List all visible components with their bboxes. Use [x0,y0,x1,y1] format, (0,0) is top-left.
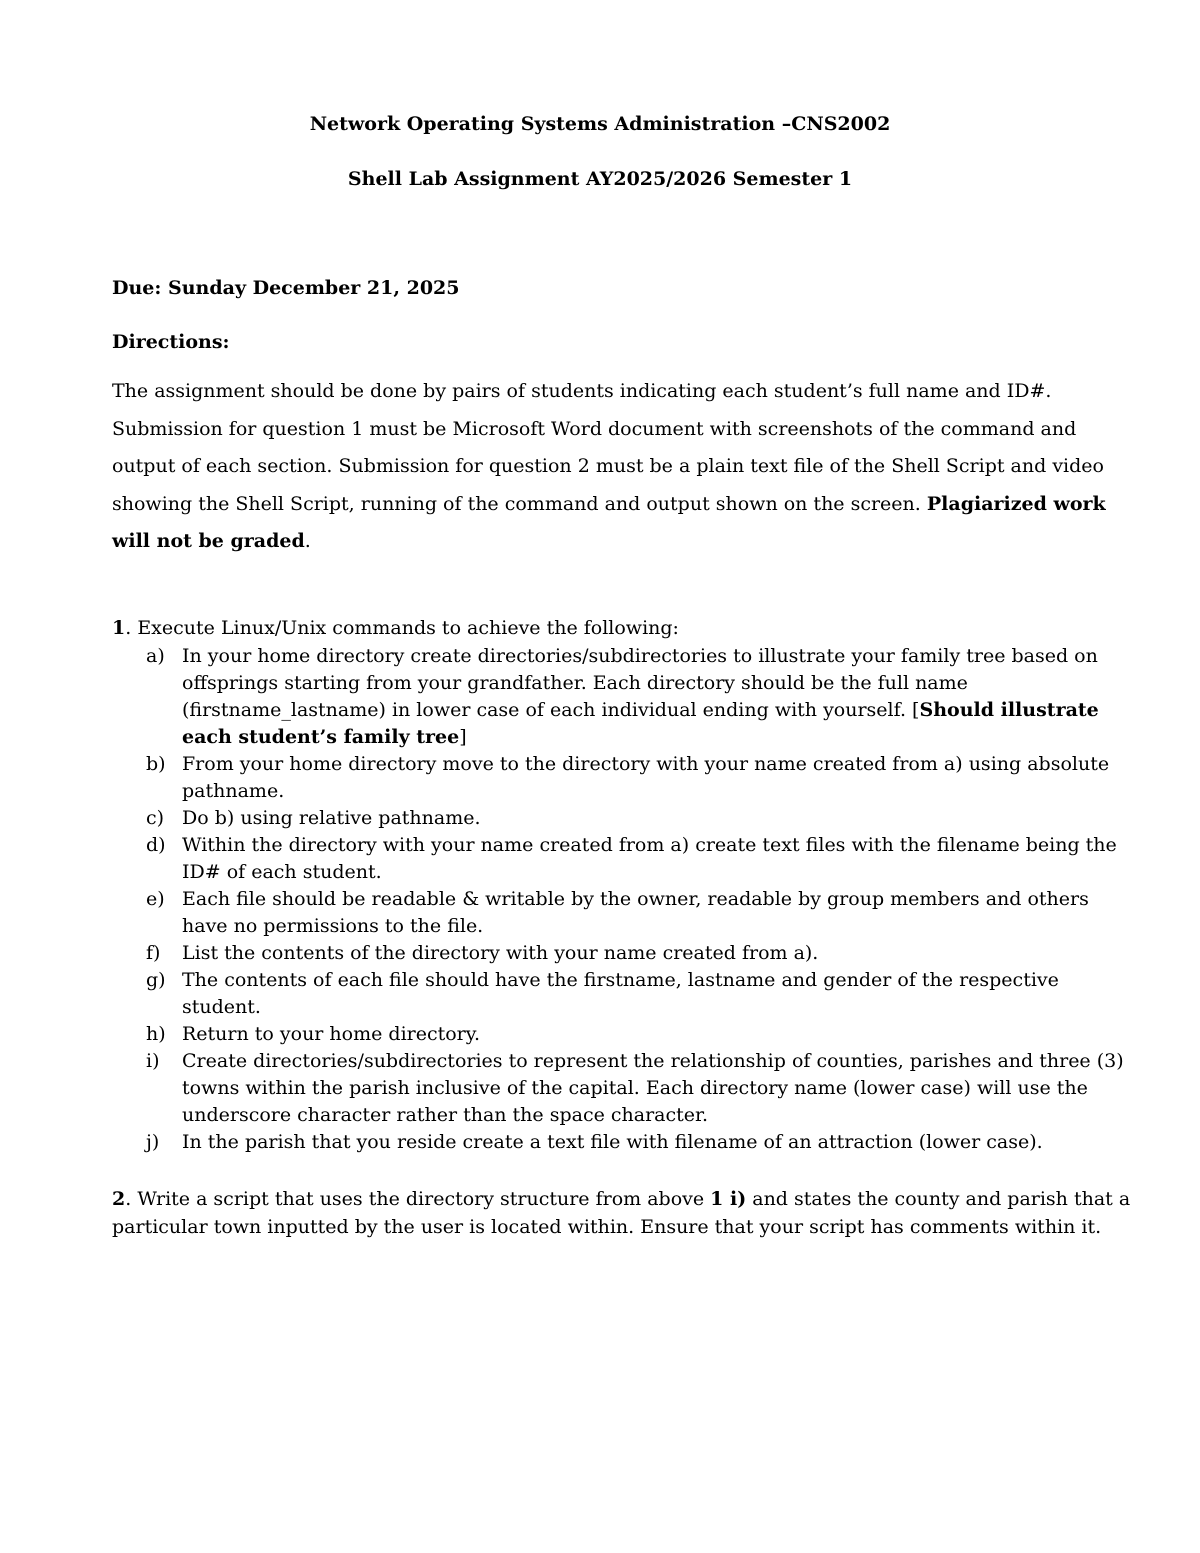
list-item [112,805,1097,832]
directions-paragraph [112,373,1106,561]
question-2-line [112,1185,1131,1213]
list-text [182,724,1097,751]
list-label: c) [146,807,165,829]
list-label: i) [146,1050,160,1072]
question-text: . Execute Linux/Unix commands to achieve the following: [125,617,679,639]
list-label: h) [146,1023,166,1045]
directions-line [112,486,1106,524]
list-text: ID# of each student. [182,861,382,883]
emphasis-text: each student’s family tree [182,726,460,748]
list-text: Within the directory with your name created from a) create text files with the filename being the [182,834,1117,856]
list-text: have no permissions to the file. [182,915,484,937]
question-1-list [112,643,1124,1156]
list-text: pathname. [182,780,285,802]
plagiarism-warning: Plagiarized work [926,492,1106,515]
assignment-title: Shell Lab Assignment AY2025/2026 Semester 1 [347,168,853,190]
directions-line: The assignment should be done by pairs of students indicating each student’s full name and ID#. [112,380,1052,402]
question-number: 2 [112,1188,126,1210]
list-item [112,940,1097,967]
list-item [112,832,1117,886]
list-text [182,697,1097,724]
list-label: e) [146,888,165,910]
question-2-line: particular town inputted by the user is located within. Ensure that your script has comments within it. [112,1216,1102,1238]
list-text: Do b) using relative pathname. [182,807,481,829]
question-text: and states the county and parish that a [746,1188,1131,1210]
list-label: a) [146,645,165,667]
list-text-part: (firstname_lastname) in lower case of each individual ending with yourself. [ [182,699,920,721]
question-number: 1 [112,617,126,639]
plagiarism-warning: will not be graded [112,530,305,552]
list-text: List the contents of the directory with your name created from a). [182,942,819,964]
emphasis-text: Should illustrate [919,699,1099,721]
directions-line: Submission for question 1 must be Microsoft Word document with screenshots of the command and [112,417,1077,440]
list-label: b) [146,753,166,775]
list-text: In your home directory create directories/subdirectories to illustrate your family tree based on [182,645,1098,667]
directions-line [112,523,1092,561]
list-text: In the parish that you reside create a text file with filename of an attraction (lower case). [182,1131,1043,1153]
question-2 [112,1185,1131,1241]
list-text: From your home directory move to the directory with your name created from a) using absolute [182,753,1110,775]
directions-text: . [304,530,311,552]
list-item [112,967,1097,1021]
list-item [112,886,1097,940]
question-1-intro [112,617,679,639]
list-label: j) [146,1131,160,1153]
list-item [112,1021,1097,1048]
course-title: Network Operating Systems Administration –CNS2002 [309,113,891,135]
list-text: The contents of each file should have the firstname, lastname and gender of the respective [182,969,1059,991]
list-item [112,751,1110,805]
list-label: d) [146,834,166,856]
list-text-part: ] [459,726,467,748]
question-reference: 1 i) [710,1188,747,1210]
directions-text: showing the Shell Script, running of the command and output shown on the screen. [112,492,927,515]
list-text: Each file should be readable & writable by the owner, readable by group members and others [182,888,1089,910]
question-text: . Write a script that uses the directory structure from above [125,1188,711,1210]
list-item [112,1129,1097,1156]
list-label: g) [146,969,166,991]
list-text: Return to your home directory. [182,1023,481,1045]
list-text: offsprings starting from your grandfather. Each directory should be the full name [182,672,968,694]
directions-heading: Directions: [112,331,230,353]
list-item [112,643,1097,751]
list-text: student. [182,996,261,1018]
list-item [112,1048,1124,1129]
directions-line: output of each section. Submission for question 2 must be a plain text file of the Shell Script and video [112,455,1104,477]
list-text: towns within the parish inclusive of the capital. Each directory name (lower case) will use the [182,1077,1088,1099]
due-date: Due: Sunday December 21, 2025 [112,277,460,299]
list-text: Create directories/subdirectories to represent the relationship of counties, parishes and three (3) [182,1050,1124,1072]
list-label: f) [146,942,161,964]
list-text: underscore character rather than the space character. [182,1104,709,1126]
